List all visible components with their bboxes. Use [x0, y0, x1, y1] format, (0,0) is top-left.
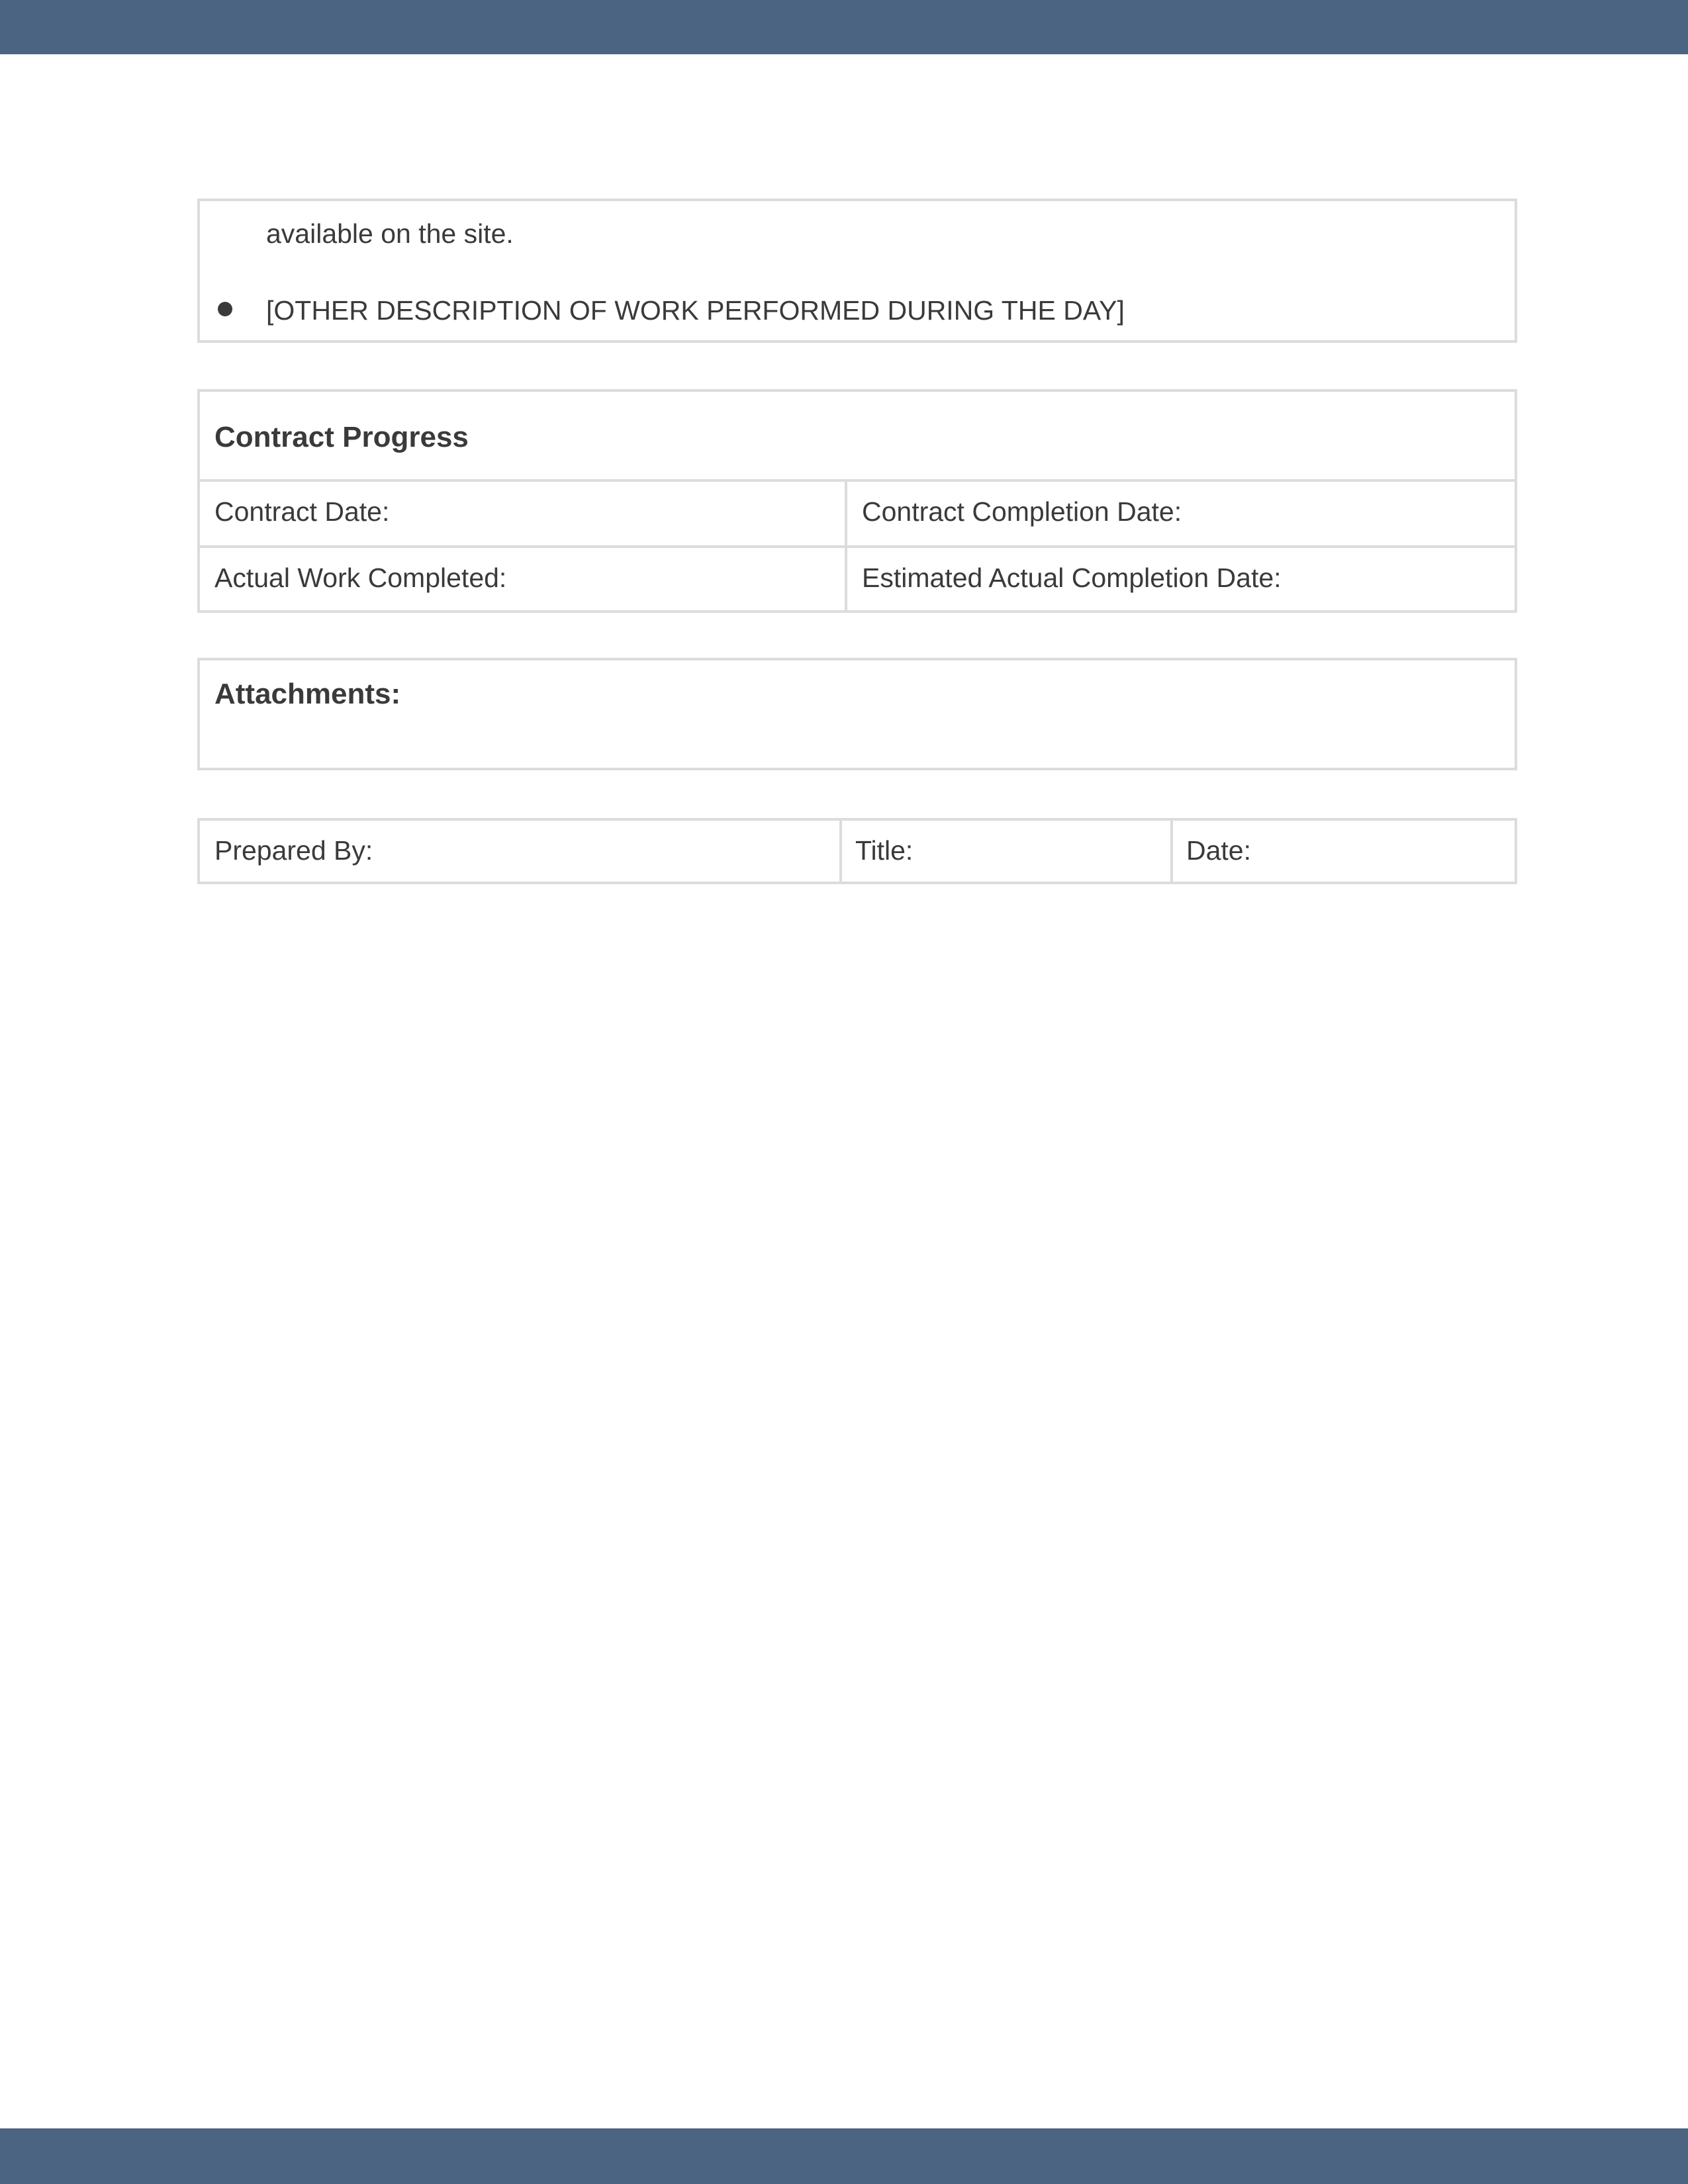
table-divider [839, 821, 842, 882]
attachments-title: Attachments: [214, 678, 401, 710]
title-field[interactable]: Title: [855, 835, 914, 866]
actual-work-completed-field[interactable]: Actual Work Completed: [214, 563, 507, 593]
contract-progress-table [197, 389, 1517, 613]
bullet-icon [218, 302, 232, 316]
work-description-item: [OTHER DESCRIPTION OF WORK PERFORMED DURING THE DAY] [266, 295, 1125, 326]
table-divider [200, 545, 1515, 548]
contract-date-field[interactable]: Contract Date: [214, 496, 390, 527]
header-band [0, 0, 1688, 54]
date-field[interactable]: Date: [1186, 835, 1251, 866]
footer-band [0, 2128, 1688, 2184]
work-description-continuation: available on the site. [266, 218, 514, 249]
signature-row [197, 818, 1517, 884]
table-divider [845, 479, 847, 610]
table-divider [200, 479, 1515, 482]
work-description-box [197, 199, 1517, 343]
attachments-box[interactable] [197, 658, 1517, 770]
contract-completion-date-field[interactable]: Contract Completion Date: [862, 496, 1182, 527]
prepared-by-field[interactable]: Prepared By: [214, 835, 373, 866]
contract-progress-title: Contract Progress [214, 421, 469, 453]
table-divider [1170, 821, 1173, 882]
estimated-completion-date-field[interactable]: Estimated Actual Completion Date: [862, 563, 1282, 593]
